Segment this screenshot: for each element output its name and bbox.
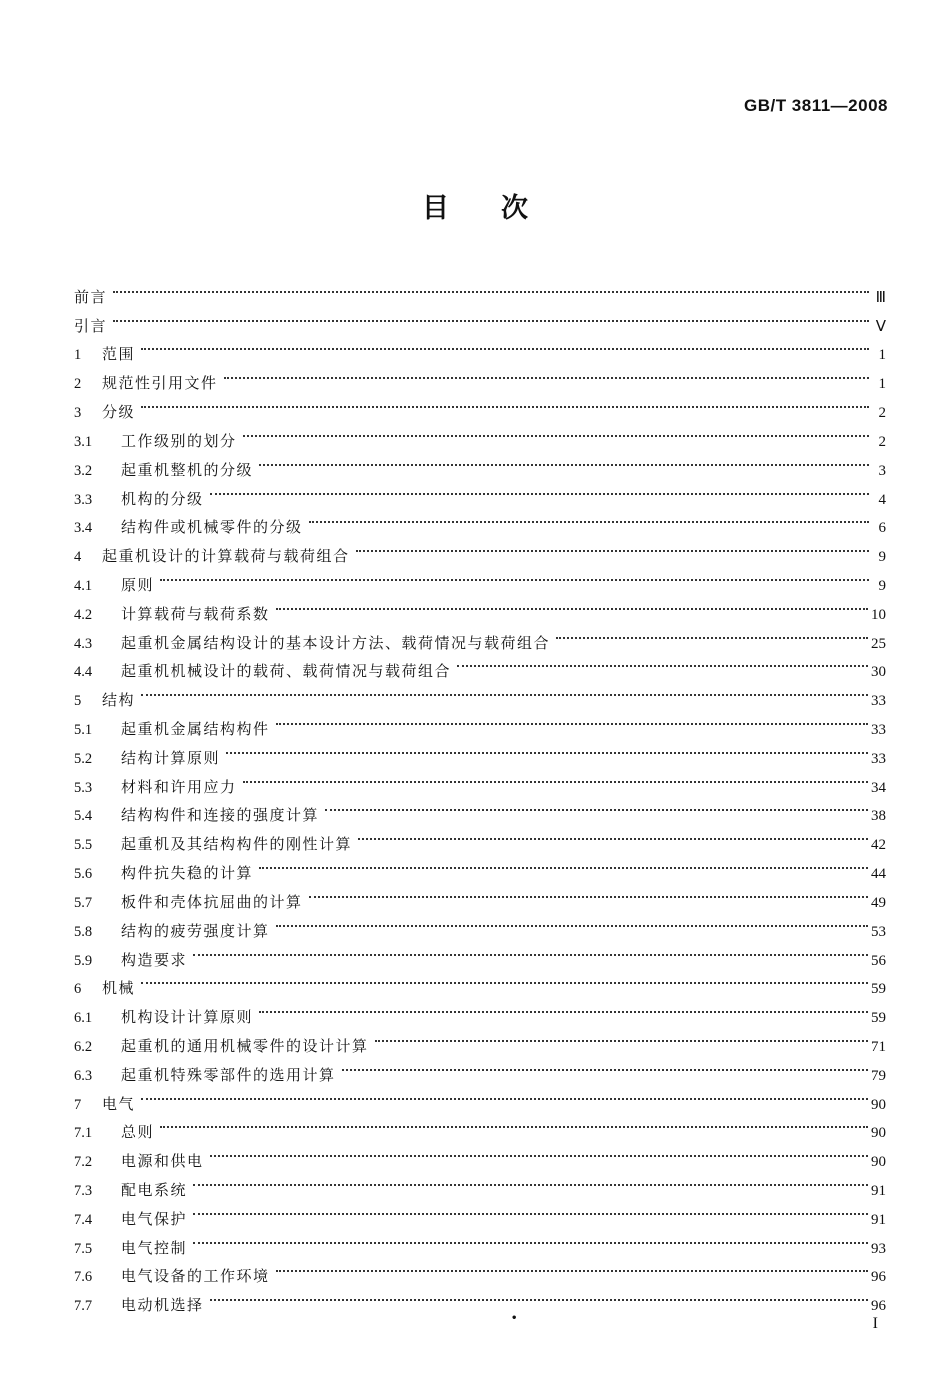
toc-entry-number: 3 [74,405,82,422]
dot-leader [141,965,868,994]
toc-entry-page: 59 [871,1010,886,1027]
toc-entry-number: 5.6 [74,866,93,883]
toc-entry-page: 3 [878,462,886,479]
toc-entry-page: 9 [878,549,886,566]
toc-entry-number: 7.4 [74,1211,93,1228]
toc-entry-label: 总则 [121,1123,155,1142]
toc-entry-number: 7.1 [74,1125,93,1142]
toc-entry-label: 前言 [74,287,108,306]
page-number: I [872,1315,878,1332]
toc-entry-number: 5.7 [74,894,93,911]
table-of-contents [74,273,886,1315]
toc-entry-number: 5.5 [74,837,93,854]
dot-leader [141,388,869,417]
dot-leader [113,273,869,302]
dot-leader [556,619,868,648]
dot-leader [276,1253,868,1282]
toc-entry-page: 25 [871,635,886,652]
toc-entry-label: 配电系统 [121,1181,188,1199]
toc-entry-page: Ⅲ [875,289,886,306]
center-mark: • [511,1313,518,1324]
toc-entry-label: 构件抗失稳的计算 [121,864,254,883]
toc-entry-page: 33 [871,693,886,710]
toc-entry [74,388,886,422]
dot-leader [276,590,868,619]
toc-entry-page: 91 [871,1211,886,1228]
toc-entry-page: 2 [878,433,886,450]
toc-entry [74,705,886,738]
toc-entry-number: 6.2 [74,1038,93,1055]
toc-entry-label: 机械 [102,979,136,998]
dot-leader [356,532,869,561]
dot-leader [342,1051,868,1080]
toc-entry-label: 机构的分级 [121,489,204,508]
toc-entry-label: 计算载荷与载荷系数 [121,604,270,623]
toc-entry-number: 1 [74,347,82,364]
toc-entry-label: 起重机特殊零部件的选用计算 [121,1065,336,1084]
toc-entry [74,1137,886,1171]
toc-entry-label: 电气保护 [121,1209,188,1228]
toc-entry-number: 4.4 [74,664,93,681]
toc-entry-label: 规范性引用文件 [102,374,218,393]
toc-entry-label: 起重机及其结构构件的刚性计算 [121,835,353,854]
toc-entry-number: 3.4 [74,520,93,537]
toc-entry-label: 电源和供电 [121,1152,204,1171]
toc-entry-label: 引言 [74,316,108,335]
dot-leader [160,561,869,590]
toc-entry-label: 分级 [102,403,136,422]
toc-entry-label: 电气 [102,1094,136,1113]
toc-entry [74,359,886,393]
toc-entry-page: 93 [871,1240,886,1257]
toc-entry-number: 7.7 [74,1298,93,1315]
toc-entry [74,273,886,306]
toc-entry-page: 71 [871,1038,886,1055]
toc-entry-label: 构造要求 [121,950,188,969]
toc-entry-page: 9 [878,577,886,594]
toc-entry-number: 3.2 [74,462,93,479]
toc-entry [74,1224,886,1257]
toc-entry-page: 10 [871,606,886,623]
dot-leader [193,1195,868,1224]
toc-entry [74,1109,886,1142]
toc-entry-label: 电动机选择 [121,1296,204,1315]
toc-entry-page: 96 [871,1269,886,1286]
dot-leader [325,792,868,821]
dot-leader [141,1080,868,1109]
toc-entry [74,936,886,969]
toc-entry-number: 6.1 [74,1010,93,1027]
toc-entry-label: 结构构件和连接的强度计算 [121,806,320,825]
toc-entry-page: 90 [871,1096,886,1113]
toc-entry-number: 6.3 [74,1067,93,1084]
toc-entry-number: 3.1 [74,433,93,450]
toc-entry-label: 结构件或机械零件的分级 [121,518,303,537]
dot-leader [113,302,869,331]
dot-leader [141,331,869,360]
toc-entry-label: 材料和许用应力 [121,777,237,796]
toc-entry [74,331,886,364]
toc-entry-page: 33 [871,722,886,738]
toc-entry-page: 33 [871,750,886,767]
toc-entry-label: 机构设计计算原则 [121,1008,254,1027]
toc-entry-page: 6 [878,520,886,537]
toc-entry-page: 34 [871,779,886,796]
toc-entry-page: 44 [871,866,886,883]
toc-entry-label: 范围 [102,345,136,364]
toc-entry-label: 起重机整机的分级 [121,460,254,479]
toc-entry-label: 板件和壳体抗屈曲的计算 [121,892,303,911]
toc-entry-page: 90 [871,1125,886,1142]
toc-entry-label: 起重机设计的计算载荷与载荷组合 [102,547,350,566]
toc-entry-page: 2 [878,405,886,422]
toc-entry-number: 7.3 [74,1183,93,1199]
toc-entry-number: 4.2 [74,606,93,623]
toc-entry-number: 7 [74,1096,82,1113]
dot-leader [193,1224,868,1253]
dot-leader [243,763,868,792]
toc-entry-label: 起重机金属结构构件 [121,720,270,738]
dot-leader [226,734,868,763]
toc-entry-number: 5.9 [74,952,93,969]
dot-leader [358,820,868,849]
toc-entry [74,993,886,1027]
toc-entry-page: 30 [871,664,886,681]
toc-entry-number: 4 [74,549,82,566]
toc-entry-page: 42 [871,837,886,854]
toc-entry-page: 56 [871,952,886,969]
dot-leader [210,1137,868,1166]
toc-entry-label: 原则 [121,575,155,594]
dot-leader [259,993,868,1022]
toc-entry-number: 4.1 [74,577,93,594]
toc-entry [74,1253,886,1286]
toc-entry-number: 5.8 [74,923,93,940]
toc-entry-page: 96 [871,1298,886,1315]
dot-leader [193,1166,868,1195]
toc-entry-number: 7.5 [74,1240,93,1257]
toc-entry [74,302,886,335]
toc-entry [74,1166,886,1199]
dot-leader [276,705,868,734]
toc-entry-number: 7.2 [74,1154,93,1171]
dot-leader [160,1109,868,1138]
dot-leader [259,446,869,475]
toc-entry [74,561,886,594]
toc-entry-page: 1 [878,376,886,393]
toc-entry-label: 结构 [102,691,136,710]
dot-leader [276,907,868,936]
toc-entry [74,590,886,623]
toc-entry-page: 53 [871,923,886,940]
toc-entry-label: 结构计算原则 [121,748,221,767]
toc-entry-page: 4 [878,491,886,508]
toc-entry-number: 6 [74,981,82,998]
toc-entry-label: 电气设备的工作环境 [121,1267,270,1286]
toc-entry-label: 电气控制 [121,1238,188,1257]
toc-entry [74,417,886,450]
toc-entry-page: 38 [871,808,886,825]
toc-entry-page: 49 [871,894,886,911]
toc-entry [74,1195,886,1228]
dot-leader [210,1281,868,1310]
toc-entry-label: 工作级别的划分 [121,431,237,450]
toc-entry-number: 5.4 [74,808,93,825]
toc-entry-number: 5.3 [74,779,93,796]
toc-entry-page: 59 [871,981,886,998]
dot-leader [457,648,868,677]
toc-entry-number: 5.2 [74,750,93,767]
standard-code: GB/T 3811—2008 [743,96,888,115]
toc-entry-page: 91 [871,1183,886,1199]
toc-entry-number: 5 [74,693,82,710]
toc-entry-number: 3.3 [74,491,93,508]
toc-entry [74,1080,886,1113]
toc-entry-page: 1 [878,347,886,364]
toc-entry-number: 7.6 [74,1269,93,1286]
dot-leader [224,359,869,388]
toc-entry-page: 90 [871,1154,886,1171]
dot-leader [375,1022,868,1051]
toc-entry-number: 2 [74,376,82,393]
dot-leader [309,878,868,907]
toc-entry-number: 4.3 [74,635,93,652]
toc-entry [74,676,886,710]
toc-entry-label: 起重机机械设计的载荷、载荷情况与载荷组合 [121,662,452,681]
dot-leader [243,417,869,446]
dot-leader [309,504,869,533]
toc-entry-number: 5.1 [74,722,93,738]
toc-entry-page: 79 [871,1067,886,1084]
toc-entry-label: 结构的疲劳强度计算 [121,921,270,940]
dot-leader [193,936,868,965]
dot-leader [259,849,868,878]
dot-leader [210,475,869,504]
toc-entry-label: 起重机金属结构设计的基本设计方法、载荷情况与载荷组合 [121,633,551,652]
toc-entry [74,965,886,998]
toc-entry-page: Ⅴ [875,318,886,335]
dot-leader [141,676,868,705]
page-title: 目次 [422,193,580,224]
toc-entry-label: 起重机的通用机械零件的设计计算 [121,1036,369,1055]
